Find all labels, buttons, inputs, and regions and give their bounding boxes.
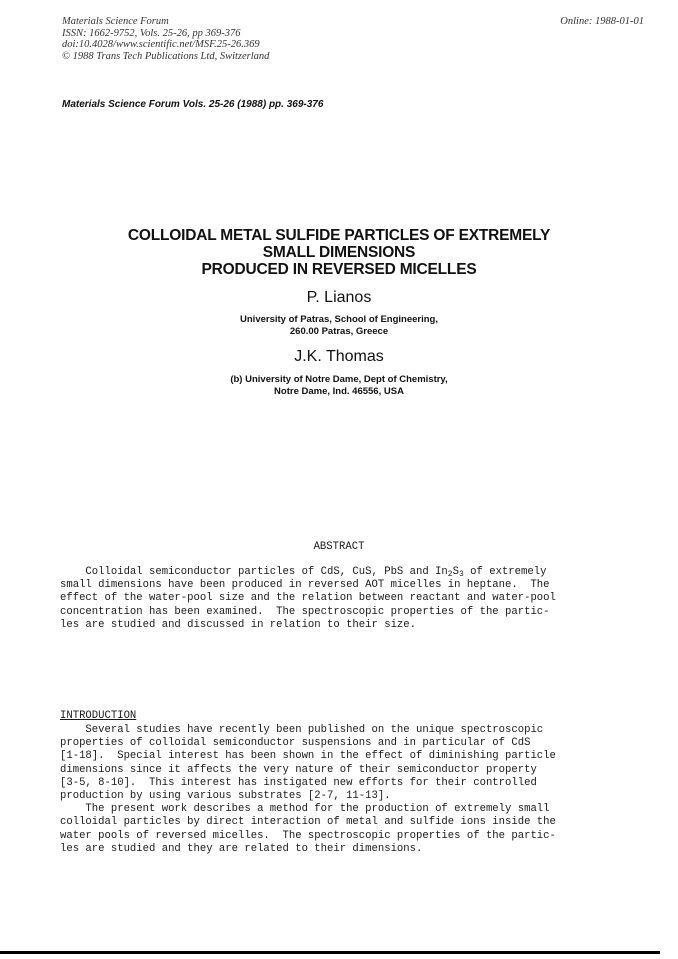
subscript-2: 2 <box>447 570 453 579</box>
introduction-body <box>60 724 556 856</box>
abstract-line-1-start: Colloidal semiconductor particles of CdS, CuS, PbS and In <box>60 566 448 578</box>
journal-citation: Materials Science Forum Vols. 25-26 (1988) pp. 369-376 <box>62 99 324 110</box>
intro-line: water pools of reversed micelles. The spectroscopic properties of the partic- <box>60 829 556 842</box>
copyright-line: © 1988 Trans Tech Publications Ltd, Switzerland <box>62 50 270 62</box>
intro-line: Several studies have recently been published on the unique spectroscopic <box>60 724 544 736</box>
abstract-line-1 <box>60 566 546 578</box>
abstract-line-1-end: of extremely <box>463 566 547 578</box>
intro-line: production by using various substrates [2-7, 11-13]. <box>60 790 391 803</box>
author-affiliation-2 <box>0 374 678 398</box>
publication-metadata <box>62 16 269 62</box>
title-line-1: COLLOIDAL METAL SULFIDE PARTICLES OF EXTREMELY <box>127 227 551 244</box>
affiliation-2-line-1: (b) University of Notre Dame, Dept of Chemistry, <box>230 374 448 385</box>
introduction-heading: INTRODUCTION <box>60 710 137 722</box>
subscript-3: 3 <box>458 570 464 579</box>
intro-line: les are studied and they are related to their dimensions. <box>60 842 423 855</box>
abstract-line-2: small dimensions have been produced in reversed AOT micelles in heptane. The <box>60 579 550 592</box>
affiliation-2-line-2: Notre Dame, Ind. 46556, USA <box>274 386 404 397</box>
issn-line: ISSN: 1662-9752, Vols. 25-26, pp 369-376 <box>62 27 241 39</box>
title-line-2: SMALL DIMENSIONS <box>262 244 416 261</box>
affiliation-1-line-1: University of Patras, School of Engineering, <box>240 314 438 325</box>
intro-line: [1-18]. Special interest has been shown in the effect of diminishing particle <box>60 750 556 763</box>
abstract-heading: ABSTRACT <box>313 541 365 553</box>
abstract-line-4: concentration has been examined. The spectroscopic properties of the partic- <box>60 605 550 618</box>
intro-line: properties of colloidal semiconductor suspensions and in particular of CdS <box>60 737 531 750</box>
abstract-body <box>60 566 556 632</box>
abstract-line-3: effect of the water-pool size and the relation between reactant and water-pool <box>60 592 556 605</box>
affiliation-1-line-2: 260.00 Patras, Greece <box>289 326 389 337</box>
intro-line: The present work describes a method for the production of extremely small <box>60 803 550 816</box>
intro-line: [3-5, 8-10]. This interest has instigated new efforts for their controlled <box>60 776 537 789</box>
abstract-line-5: les are studied and discussed in relation to their size. <box>60 618 417 631</box>
journal-name: Materials Science Forum <box>62 16 169 27</box>
intro-line: colloidal particles by direct interaction of metal and sulfide ions inside the <box>60 816 556 829</box>
bottom-rule <box>0 951 660 954</box>
abstract-line-1-sulfur: S <box>452 566 459 578</box>
doi-line: doi:10.4028/www.scientific.net/MSF.25-26.369 <box>62 39 260 50</box>
author-name-2: J.K. Thomas <box>294 348 384 365</box>
title-line-3: PRODUCED IN REVERSED MICELLES <box>201 261 477 278</box>
paper-title <box>0 227 678 278</box>
online-date: Online: 1988-01-01 <box>560 16 644 27</box>
author-affiliation-1 <box>0 314 678 338</box>
intro-line: dimensions since it affects the very nature of their semiconductor property <box>60 763 537 776</box>
author-name-1: P. Lianos <box>306 289 372 306</box>
